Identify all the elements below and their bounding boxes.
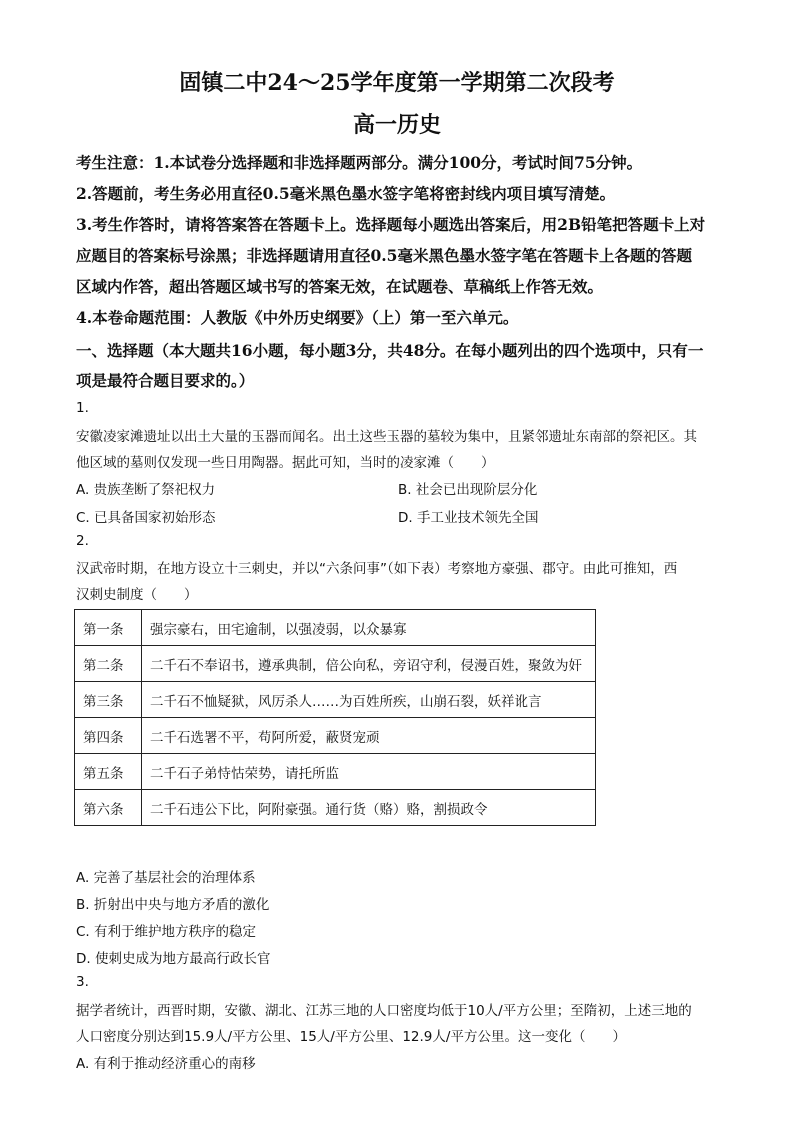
question-number: 2. [76,533,89,549]
option-c: C. 有利于维护地方秩序的稳定 [76,924,257,940]
article-label: 第三条 [75,682,142,718]
article-text: 二千石选署不平，苟阿所爱，蔽贤宠顽 [142,718,596,754]
article-label: 第四条 [75,718,142,754]
article-label: 第六条 [75,790,142,826]
notice-line-3a: 3.考生作答时，请将答案答在答题卡上。选择题每小题选出答案后，用2B铅笔把答题卡上对 [76,215,706,234]
option-a: A. 有利于推动经济重心的南移 [76,1056,256,1072]
table-row [75,610,596,646]
article-label: 第一条 [75,610,142,646]
notice-line-2: 2.答题前，考生务必用直径0.5毫米黑色墨水签字笔将密封线内项目填写清楚。 [76,184,616,203]
section-heading-cont: 项是最符合题目要求的。） [76,371,255,390]
option-d: D. 使刺史成为地方最高行政长官 [76,951,271,967]
article-text: 二千石违公下比，阿附豪强。通行货（赂）赂，割损政令 [142,790,596,826]
notice-line-3c: 区域内作答，超出答题区域书写的答案无效，在试题卷、草稿纸上作答无效。 [76,277,604,296]
question-stem: 汉武帝时期，在地方设立十三刺史，并以“六条问事”（如下表）考察地方豪强、郡守。由此可推知，西 [76,561,678,577]
question-number: 3. [76,974,89,990]
exam-title: 固镇二中24～25学年度第一学期第二次段考 [179,70,615,96]
question-stem: 人口密度分别达到15.9人/平方公里、15人/平方公里、12.9人/平方公里。这一变化（ ） [76,1029,626,1045]
question-number: 1. [76,400,89,416]
question-stem: 据学者统计，西晋时期，安徽、湖北、江苏三地的人口密度均低于10人/平方公里；至隋初，上述三地的 [76,1003,692,1019]
article-text: 强宗豪右，田宅逾制，以强凌弱，以众暴寡 [142,610,596,646]
article-text: 二千石不恤疑狱，风厉杀人……为百姓所疾，山崩石裂，妖祥讹言 [142,682,596,718]
six-articles-table [74,609,596,826]
exam-subject: 高一历史 [352,112,441,138]
table-row [75,790,596,826]
option-c: C. 已具备国家初始形态 [76,510,216,526]
table-row [75,754,596,790]
table-row [75,718,596,754]
option-d: D. 手工业技术领先全国 [398,510,539,526]
question-stem: 汉刺史制度（ ） [76,587,198,603]
article-text: 二千石不奉诏书，遵承典制，倍公向私，旁诏守利，侵漫百姓，聚敛为奸 [142,646,596,682]
option-a: A. 完善了基层社会的治理体系 [76,870,256,886]
article-label: 第二条 [75,646,142,682]
option-a: A. 贵族垄断了祭祀权力 [76,482,216,498]
notice-line-1: 考生注意：1.本试卷分选择题和非选择题两部分。满分100分，考试时间75分钟。 [76,153,643,172]
article-text: 二千石子弟恃怙荣势，请托所监 [142,754,596,790]
question-stem: 安徽凌家滩遗址以出土大量的玉器而闻名。出土这些玉器的墓较为集中，且紧邻遗址东南部的祭祀区。其 [76,429,697,445]
section-heading: 一、选择题（本大题共16小题，每小题3分，共48分。在每小题列出的四个选项中，只有一 [76,341,704,360]
notice-line-4: 4.本卷命题范围：人教版《中外历史纲要》（上）第一至六单元。 [76,308,519,327]
table-row [75,646,596,682]
table-row [75,682,596,718]
article-label: 第五条 [75,754,142,790]
question-stem: 他区域的墓则仅发现一些日用陶器。据此可知，当时的凌家滩（ ） [76,455,495,471]
option-b: B. 社会已出现阶层分化 [398,482,538,498]
notice-line-3b: 应题目的答案标号涂黑；非选择题请用直径0.5毫米黑色墨水签字笔在答题卡上各题的答题 [76,246,692,265]
option-b: B. 折射出中央与地方矛盾的激化 [76,897,270,913]
